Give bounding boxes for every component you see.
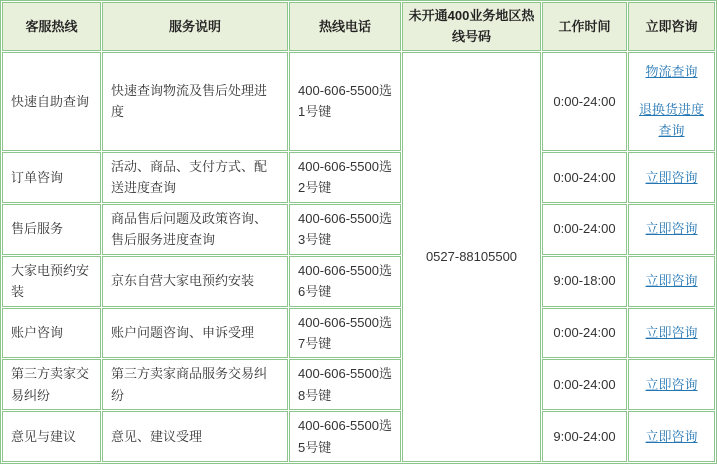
- consult-now-link[interactable]: 立即咨询: [645, 428, 698, 444]
- hotline-name-cell: 订单咨询: [2, 152, 101, 203]
- consult-links-cell: [628, 204, 715, 255]
- work-hours-cell: 0:00-24:00: [542, 359, 627, 410]
- header-row: [2, 2, 715, 51]
- consult-links-cell: [628, 359, 715, 410]
- col-header-consult-now: 立即咨询: [628, 2, 715, 51]
- hotline-row: [2, 204, 715, 255]
- phone-cell: 400-606-5500选6号键: [289, 256, 401, 307]
- consult-now-link[interactable]: 立即咨询: [645, 169, 698, 185]
- description-cell: 京东自营大家电预约安装: [102, 256, 288, 307]
- hotline-name-cell: 账户咨询: [2, 308, 101, 359]
- phone-cell: 400-606-5500选5号键: [289, 411, 401, 462]
- work-hours-cell: 9:00-18:00: [542, 256, 627, 307]
- consult-links-cell: [628, 256, 715, 307]
- hotline-table-body: [2, 52, 715, 462]
- logistics-query-link[interactable]: 物流查询: [645, 64, 698, 80]
- description-cell: 商品售后问题及政策咨询、售后服务进度查询: [102, 204, 288, 255]
- hotline-row: [2, 411, 715, 462]
- phone-cell: 400-606-5500选8号键: [289, 359, 401, 410]
- phone-cell: 400-606-5500选2号键: [289, 152, 401, 203]
- hotline-row: [2, 359, 715, 410]
- hotline-name-cell: 大家电预约安装: [2, 256, 101, 307]
- description-cell: 第三方卖家商品服务交易纠纷: [102, 359, 288, 410]
- consult-now-link[interactable]: 立即咨询: [645, 325, 698, 341]
- phone-cell: 400-606-5500选1号键: [289, 52, 401, 151]
- consult-links-cell: [628, 411, 715, 462]
- work-hours-cell: 0:00-24:00: [542, 52, 627, 151]
- work-hours-cell: 0:00-24:00: [542, 308, 627, 359]
- consult-now-link[interactable]: 立即咨询: [645, 377, 698, 393]
- description-cell: 快速查询物流及售后处理进度: [102, 52, 288, 151]
- hotline-row: [2, 256, 715, 307]
- consult-links-cell: [628, 308, 715, 359]
- col-header-description: 服务说明: [102, 2, 288, 51]
- phone-cell: 400-606-5500选3号键: [289, 204, 401, 255]
- hotline-name-cell: 快速自助查询: [2, 52, 101, 151]
- hotline-name-cell: 售后服务: [2, 204, 101, 255]
- hotline-row: [2, 52, 715, 151]
- description-cell: 活动、商品、支付方式、配送进度查询: [102, 152, 288, 203]
- return-exchange-progress-link[interactable]: 退换货进度查询: [638, 101, 704, 139]
- hotline-name-cell: 第三方卖家交易纠纷: [2, 359, 101, 410]
- description-cell: 意见、建议受理: [102, 411, 288, 462]
- work-hours-cell: 0:00-24:00: [542, 204, 627, 255]
- col-header-phone: 热线电话: [289, 2, 401, 51]
- hotline-row: [2, 152, 715, 203]
- consult-now-link[interactable]: 立即咨询: [645, 221, 698, 237]
- consult-links-cell: [628, 152, 715, 203]
- hotline-row: [2, 308, 715, 359]
- col-header-non400-number: 未开通400业务地区热线号码: [402, 2, 541, 51]
- hotline-name-cell: 意见与建议: [2, 411, 101, 462]
- col-header-hotline: 客服热线: [2, 2, 101, 51]
- non400-number-cell: 0527-88105500: [402, 52, 541, 462]
- consult-now-link[interactable]: 立即咨询: [645, 273, 698, 289]
- col-header-work-hours: 工作时间: [542, 2, 627, 51]
- work-hours-cell: 0:00-24:00: [542, 152, 627, 203]
- phone-cell: 400-606-5500选7号键: [289, 308, 401, 359]
- consult-links-cell: [628, 52, 715, 151]
- work-hours-cell: 9:00-24:00: [542, 411, 627, 462]
- description-cell: 账户问题咨询、申诉受理: [102, 308, 288, 359]
